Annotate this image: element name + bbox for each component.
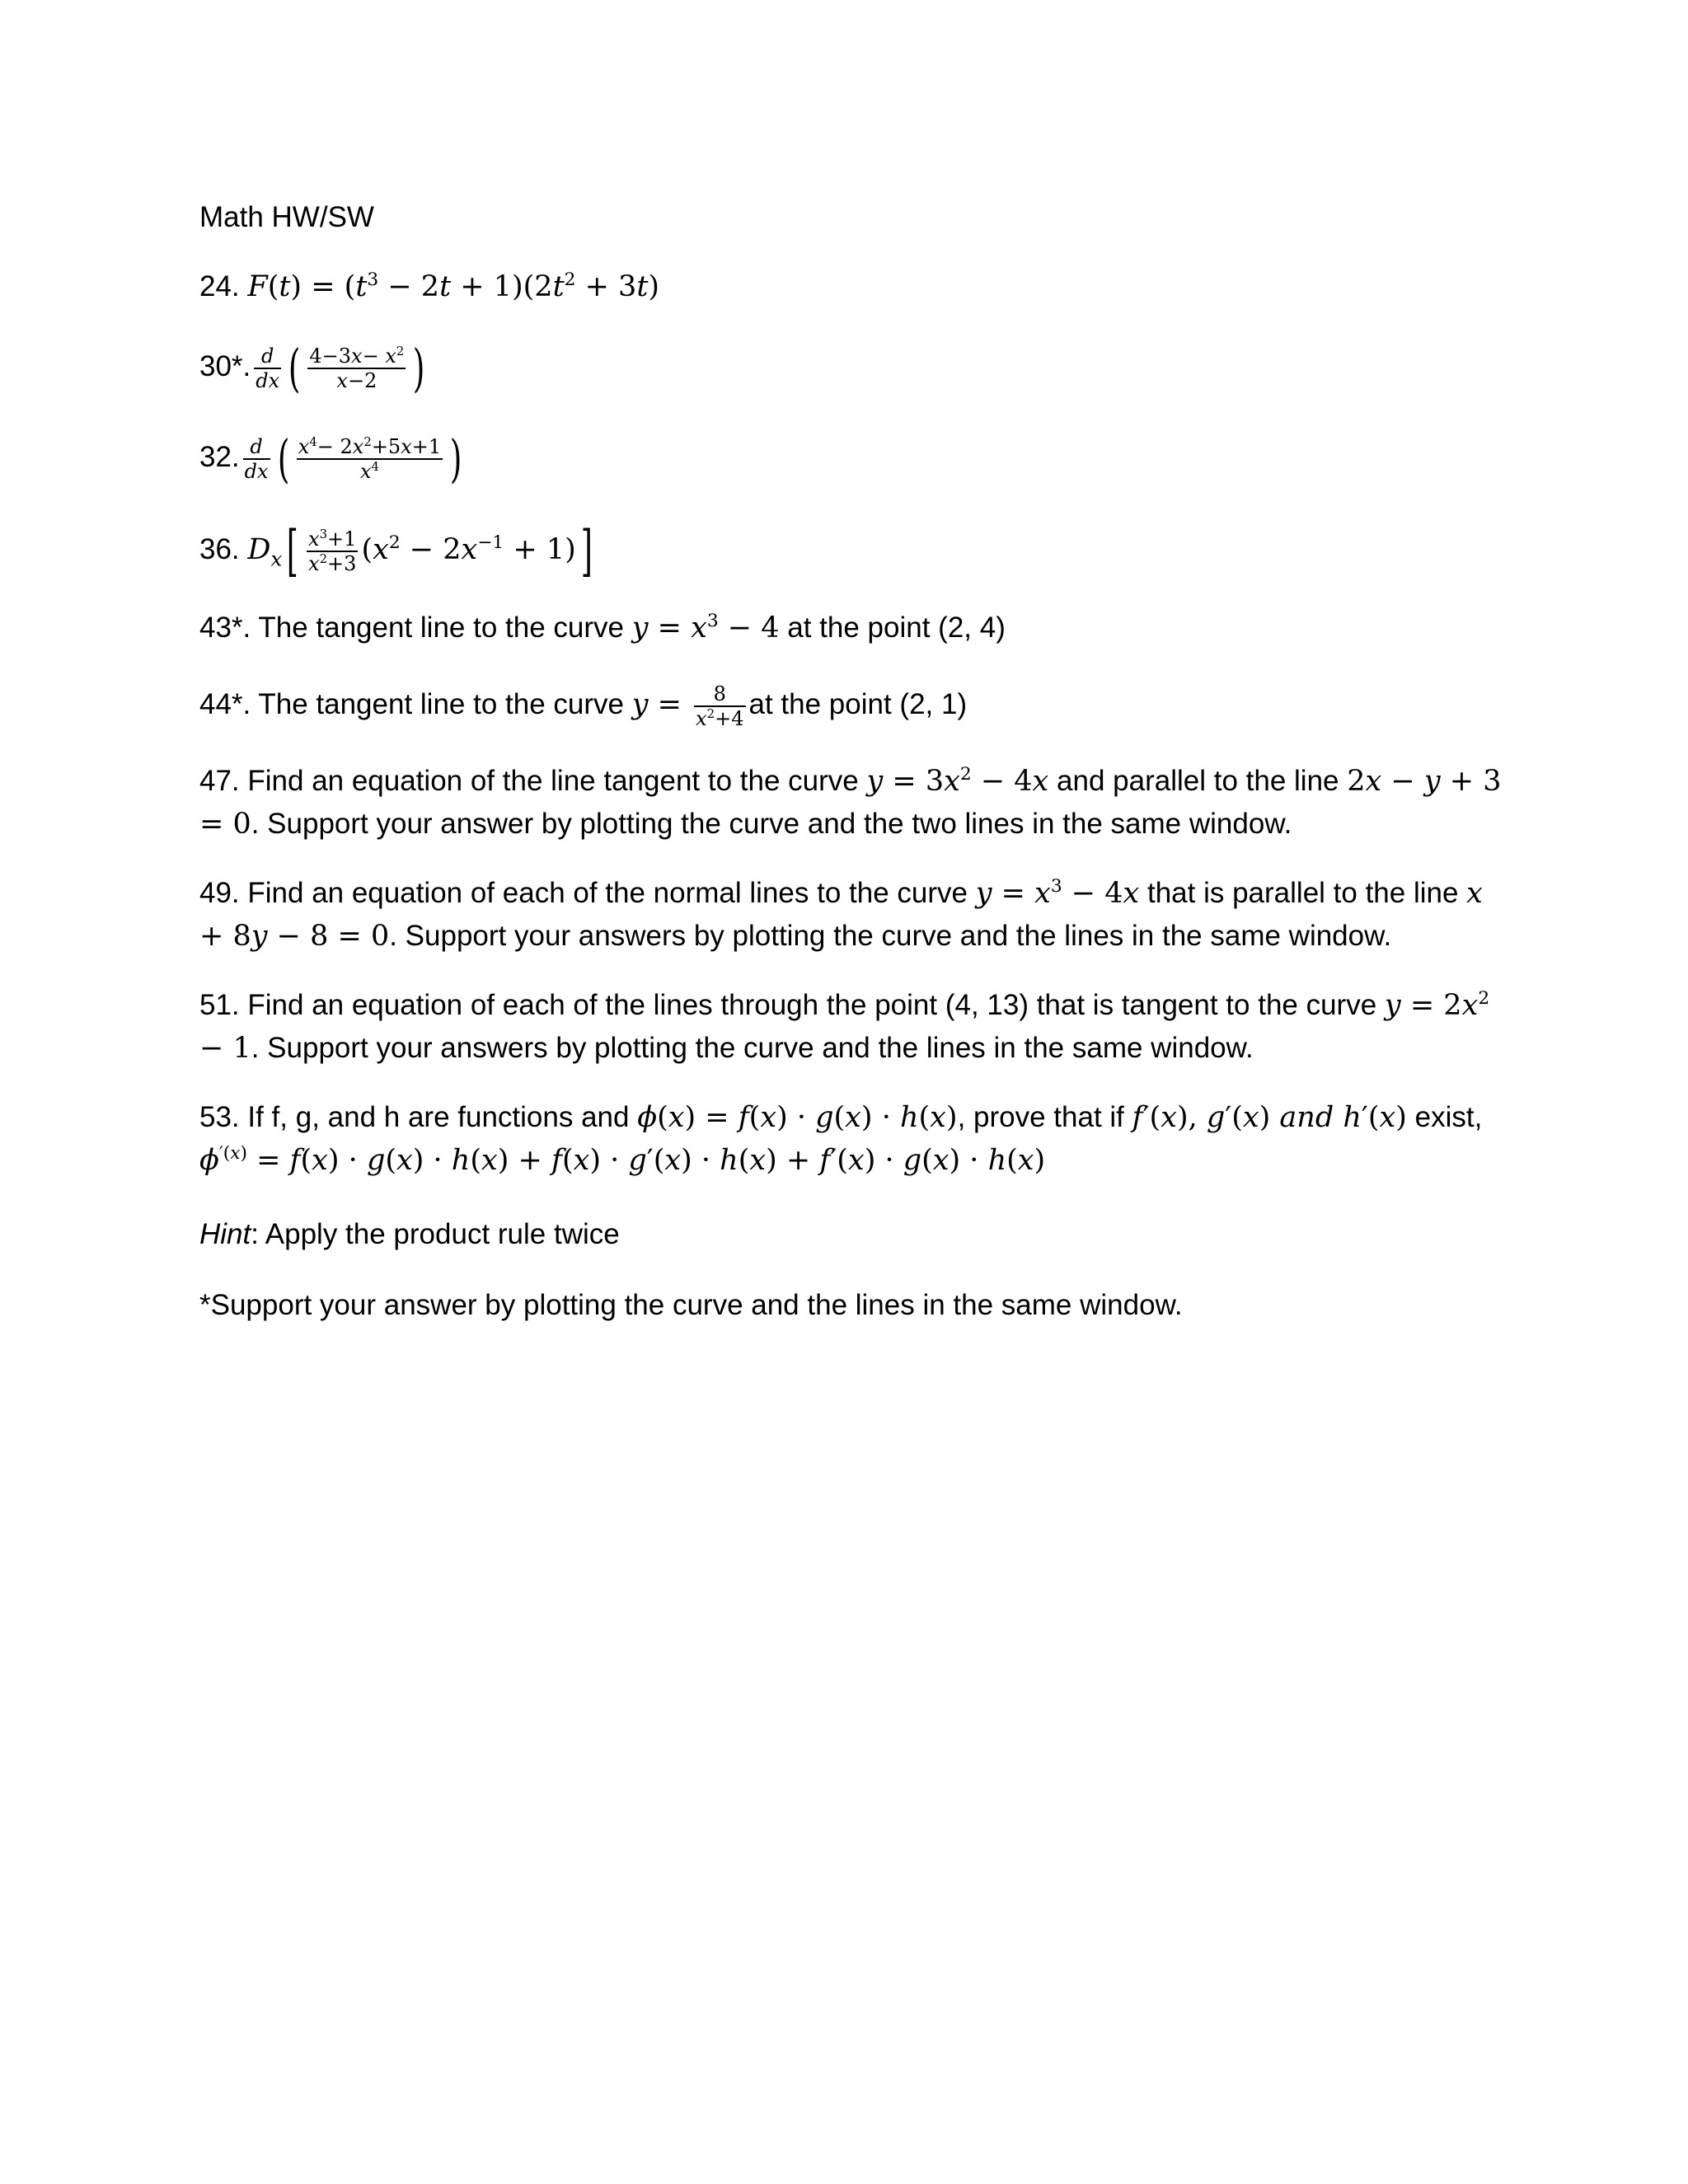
problem-24 [199,265,659,308]
problem-49: 49. Find an equation of each of the normal lines to the curve $y = x^3 - 4x$ that is parallel to the line x + 8y − 8 = 0. Support your answers by plotting the curve and the lines in the same window. [199,875,1483,953]
problem-51: 51. Find an equation of each of the lines through the point (4, 13) that is tangent to the curve $y = 2x^2 - 1$. Support your answers by plotting the curve and the lines in the same window. [199,987,1490,1065]
problem-51-curve: $y = 2x^2 - 1$ [199,987,1490,1065]
derivative-operator: $\frac{d}{dx}$ [244,434,269,483]
problem-49-line: x + 8y − 8 = 0 [199,877,1483,953]
problem-30-label: 30*. [199,350,251,382]
derivative-operator: $\frac{d}{dx}$ [256,344,280,392]
hint-label: Hint [199,1218,251,1250]
problem-44-fraction: $\frac{8}{x^2+4}$ [696,682,744,730]
problem-36-label: 36. [199,533,240,565]
problem-53: 53. If f, g, and h are functions and ϕ(x) = f(x) · g(x) · h(x), prove that if f′(x), g′(x) and h′(x) exist, $\phi^{'(x)} = f(x) \cdot g(x) \cdot h(x) + f(x) \cdot g'(x) \cdot h(x) + f'(x) \cdot g(x) \cdot h(x)$ [199,1101,1483,1177]
problem-30-fraction: $\frac{4-3x- x^2}{x-2}$ [309,343,405,392]
problem-44-equation: y = [631,688,692,721]
problem-32-label: 32. [199,441,240,473]
problem-49-curve: $y = x^3 - 4x$ [975,875,1140,910]
problem-53-conditions: f′(x), g′(x) and h′(x) [1132,1101,1407,1134]
problem-43-equation: $y = x^3 - 4$ [631,610,780,644]
problem-47-curve: $y = 3x^2 - 4x$ [866,763,1049,798]
problem-44: 44*. The tangent line to the curve y = $\frac{8}{x^2+4}$ at the point (2, 1) [199,682,968,730]
problem-43: 43*. The tangent line to the curve $y = x^3 - 4$ at the point (2, 4) [199,610,1006,644]
page-title: Math HW/SW [199,201,374,233]
problem-36-expression: $D_x$ [247,533,283,571]
problem-32: 32. $\frac{d}{dx}$ ( $\frac{x^4- 2x^2+5x+1}{x^4}$ ) [199,428,462,489]
problem-53-definition: ϕ(x) = f(x) · g(x) · h(x) [637,1101,958,1134]
problem-24-expression: $F(t) = (t^3 - 2t + 1)(2t^2 + 3t)$ [247,269,660,303]
hint: Hint: Apply the product rule twice [199,1218,620,1250]
footnote: *Support your answer by plotting the curve and the lines in the same window. [199,1289,1183,1321]
problem-24-label: 24. [199,270,240,302]
problem-36: 36. $D_x$[ $\frac{x^3+1}{x^2+3}$ $(x^2 - 2x^{-1} + 1)$] [199,518,593,583]
problem-30: 30*. $\frac{d}{dx}$ ( $\frac{4-3x- x^2}{x-2}$ ) [199,337,425,398]
problem-47: 47. Find an equation of the line tangent to the curve $y = 3x^2 - 4x$ and parallel to the line 2x − y + 3 = 0. Support your answer by plotting the curve and the two lines in the same window. [199,763,1502,841]
problem-32-fraction: $\frac{x^4- 2x^2+5x+1}{x^4}$ [298,434,442,483]
problem-36-fraction: $\frac{x^3+1}{x^2+3}$ [308,526,357,575]
problem-47-line: 2x − y + 3 = 0 [199,765,1502,841]
problem-53-result: $\phi^{'(x)} = f(x) \cdot g(x) \cdot h(x) + f(x) \cdot g'(x) \cdot h(x) + f'(x) \cdot g(x) \cdot h(x)$ [199,1142,1046,1177]
